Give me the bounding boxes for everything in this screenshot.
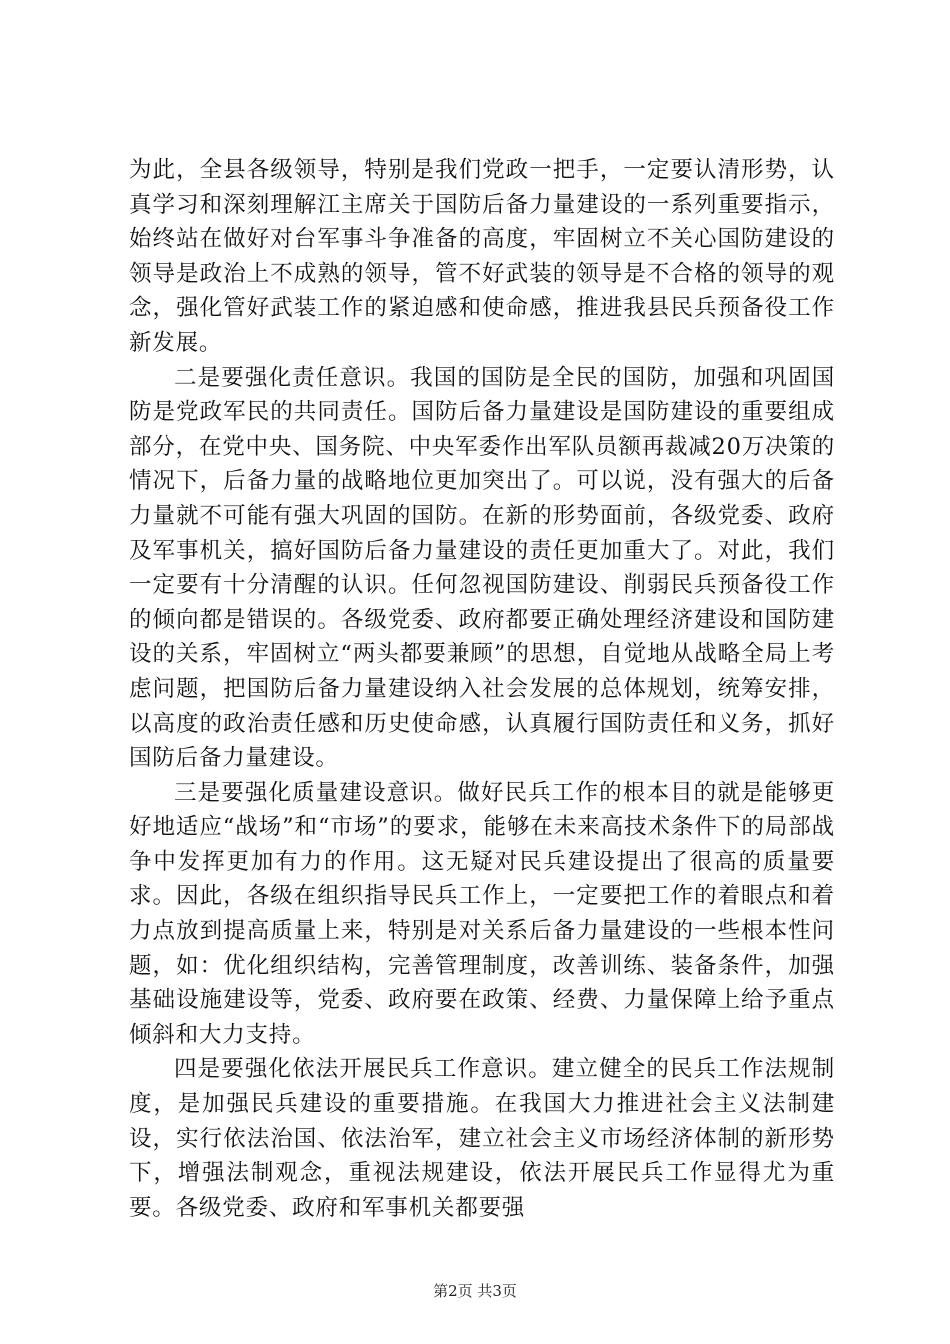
paragraph-2: 二是要强化责任意识。我国的国防是全民的国防，加强和巩固国防是党政军民的共同责任。国防后备力量建设是国防建设的重要组成部分，在党中央、国务院、中央军委作出军队员额再裁减20万决策的情况下，后备力量的战略地位更加突出了。可以说，没有强大的后备力量就不可能有强大巩固的国防。在新的形势面前，各级党委、政府及军事机关，搞好国防后备力量建设的责任更加重大了。对此，我们一定要有十分清醒的认识。任何忽视国防建设、削弱民兵预备役工作的倾向都是错误的。各级党委、政府都要正确处理经济建设和国防建设的关系，牢固树立“两头都要兼顾”的思想，自觉地从战略全局上考虑问题，把国防后备力量建设纳入社会发展的总体规划，统筹安排，以高度的政治责任感和历史使命感，认真履行国防责任和义务，抓好国防后备力量建设。: [129, 364, 835, 772]
paragraph-4: 四是要强化依法开展民兵工作意识。建立健全的民兵工作法规制度，是加强民兵建设的重要措施。在我国大力推进社会主义法制建设，实行依法治国、依法治军，建立社会主义市场经济体制的新形势下，增强法制观念，重视法规建设，依法开展民兵工作显得尤为重要。各级党委、政府和军事机关都要强: [129, 1056, 835, 1221]
paragraph-1: 为此，全县各级领导，特别是我们党政一把手，一定要认清形势，认真学习和深刻理解江主席关于国防后备力量建设的一系列重要指示，始终站在做好对台军事斗争准备的高度，牢固树立不关心国防建设的领导是政治上不成熟的领导，管不好武装的领导是不合格的领导的观念，强化管好武装工作的紧迫感和使命感，推进我县民兵预备役工作新发展。: [129, 157, 835, 356]
page-footer: 第2页 共3页: [433, 1282, 517, 1300]
body-text: [129, 153, 835, 1225]
paragraph-3: 三是要强化质量建设意识。做好民兵工作的根本目的就是能够更好地适应“战场”和“市场”的要求，能够在未来高技术条件下的局部战争中发挥更加有力的作用。这无疑对民兵建设提出了很高的质量要求。因此，各级在组织指导民兵工作上，一定要把工作的着眼点和着力点放到提高质量上来，特别是对关系后备力量建设的一些根本性问题，如：优化组织结构，完善管理制度，改善训练、装备条件，加强基础设施建设等，党委、政府要在政策、经费、力量保障上给予重点倾斜和大力支持。: [129, 779, 835, 1048]
